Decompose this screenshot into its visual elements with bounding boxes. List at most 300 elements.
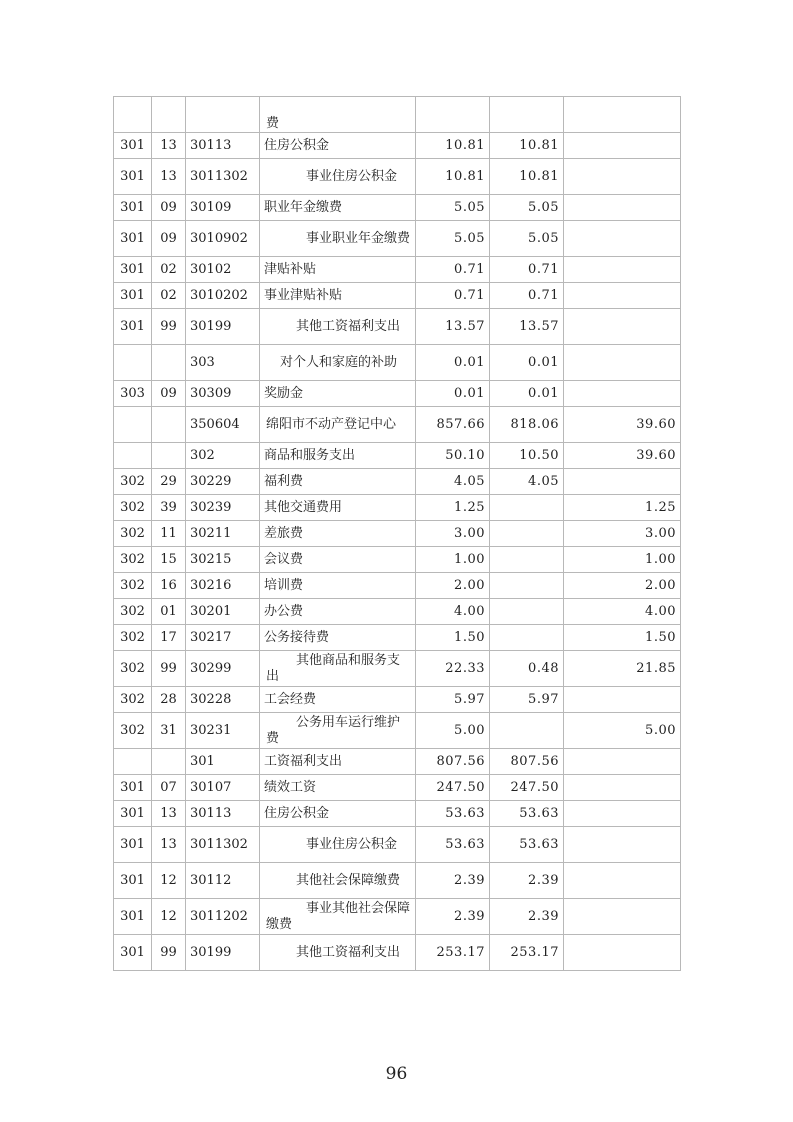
project-expense-text: 1.00 [645, 551, 676, 567]
item-name-text: 费 [266, 116, 280, 131]
total-cell [416, 625, 490, 651]
total-cell [416, 257, 490, 283]
item-name-cell [260, 221, 416, 257]
project-expense-cell [564, 827, 681, 863]
class-code-text: 301 [120, 836, 145, 852]
econ-code-cell [186, 159, 260, 195]
item-code-text: 12 [160, 908, 177, 924]
item-code-text: 13 [160, 168, 177, 184]
total-text: 13.57 [445, 318, 485, 334]
econ-code-text: 30199 [190, 944, 232, 960]
table-row [114, 221, 681, 257]
project-expense-cell [564, 309, 681, 345]
econ-code-cell [186, 221, 260, 257]
class-code-cell [114, 195, 152, 221]
class-code-text: 301 [120, 779, 145, 795]
class-code-cell [114, 547, 152, 573]
item-name-cell [260, 443, 416, 469]
table-row [114, 345, 681, 381]
table-row [114, 521, 681, 547]
basic-expense-cell [490, 827, 564, 863]
econ-code-text: 30112 [190, 872, 232, 888]
basic-expense-text: 10.50 [519, 447, 559, 463]
item-code-text: 99 [160, 944, 177, 960]
econ-code-text: 30231 [190, 722, 232, 738]
class-code-text: 302 [120, 499, 145, 515]
econ-code-text: 30109 [190, 199, 232, 215]
econ-code-text: 30217 [190, 629, 232, 645]
total-text: 0.71 [454, 261, 485, 277]
table-row [114, 159, 681, 195]
table-row [114, 97, 681, 133]
basic-expense-cell [490, 521, 564, 547]
basic-expense-cell [490, 195, 564, 221]
item-name-cell [260, 713, 416, 749]
project-expense-cell [564, 899, 681, 935]
item-code-cell [152, 521, 186, 547]
total-cell [416, 749, 490, 775]
basic-expense-text: 10.81 [519, 137, 559, 153]
econ-code-cell [186, 899, 260, 935]
project-expense-cell [564, 599, 681, 625]
basic-expense-text: 5.05 [528, 230, 559, 246]
table-row [114, 775, 681, 801]
item-name-cell [260, 573, 416, 599]
econ-code-cell [186, 443, 260, 469]
class-code-text: 302 [120, 603, 145, 619]
item-name-cell [260, 97, 416, 133]
econ-code-text: 3011302 [190, 168, 248, 184]
total-cell [416, 195, 490, 221]
project-expense-text: 4.00 [645, 603, 676, 619]
class-code-cell [114, 97, 152, 133]
econ-code-text: 30229 [190, 473, 232, 489]
basic-expense-cell [490, 599, 564, 625]
item-code-text: 07 [160, 779, 177, 795]
econ-code-cell [186, 195, 260, 221]
basic-expense-text: 807.56 [510, 753, 559, 769]
item-code-cell [152, 159, 186, 195]
class-code-cell [114, 133, 152, 159]
item-code-text: 29 [160, 473, 177, 489]
econ-code-cell [186, 599, 260, 625]
item-code-cell [152, 195, 186, 221]
total-text: 0.71 [454, 287, 485, 303]
item-name-text: 差旅费 [264, 525, 304, 541]
total-cell [416, 309, 490, 345]
econ-code-text: 3011202 [190, 908, 248, 924]
item-name-text: 事业津贴补贴 [264, 287, 343, 303]
class-code-cell [114, 599, 152, 625]
item-code-cell [152, 469, 186, 495]
item-code-text: 28 [160, 691, 177, 707]
project-expense-cell [564, 283, 681, 309]
item-name-cell [260, 651, 416, 687]
total-cell [416, 443, 490, 469]
table-row [114, 257, 681, 283]
class-code-text: 301 [120, 872, 145, 888]
class-code-text: 301 [120, 168, 145, 184]
total-cell [416, 521, 490, 547]
econ-code-text: 350604 [190, 416, 240, 432]
item-name-cell [260, 801, 416, 827]
basic-expense-cell [490, 381, 564, 407]
class-code-cell [114, 749, 152, 775]
item-code-cell [152, 801, 186, 827]
class-code-cell [114, 469, 152, 495]
econ-code-cell [186, 801, 260, 827]
total-cell [416, 407, 490, 443]
econ-code-cell [186, 495, 260, 521]
econ-code-cell [186, 651, 260, 687]
item-code-cell [152, 407, 186, 443]
project-expense-cell [564, 257, 681, 283]
econ-code-text: 3011302 [190, 836, 248, 852]
econ-code-cell [186, 469, 260, 495]
total-text: 5.97 [454, 691, 485, 707]
table-row [114, 713, 681, 749]
econ-code-cell [186, 345, 260, 381]
basic-expense-cell [490, 283, 564, 309]
basic-expense-cell [490, 573, 564, 599]
total-cell [416, 159, 490, 195]
total-text: 253.17 [436, 944, 485, 960]
class-code-cell [114, 283, 152, 309]
basic-expense-text: 5.97 [528, 691, 559, 707]
item-code-text: 31 [160, 722, 177, 738]
table-row [114, 863, 681, 899]
item-code-text: 12 [160, 872, 177, 888]
table-row [114, 283, 681, 309]
total-cell [416, 687, 490, 713]
total-text: 4.05 [454, 473, 485, 489]
item-code-text: 02 [160, 261, 177, 277]
class-code-text: 302 [120, 525, 145, 541]
project-expense-text: 2.00 [645, 577, 676, 593]
page-number: 96 [385, 1064, 408, 1084]
item-name-cell [260, 775, 416, 801]
basic-expense-cell [490, 469, 564, 495]
class-code-text: 302 [120, 473, 145, 489]
basic-expense-cell [490, 775, 564, 801]
class-code-cell [114, 775, 152, 801]
item-name-text: 福利费 [264, 473, 304, 489]
item-code-text: 15 [160, 551, 177, 567]
item-name-text: 事业其他社会保障缴费 [266, 900, 411, 932]
item-code-cell [152, 651, 186, 687]
item-code-cell [152, 381, 186, 407]
item-code-text: 01 [160, 603, 177, 619]
class-code-cell [114, 651, 152, 687]
item-code-cell [152, 495, 186, 521]
class-code-text: 302 [120, 577, 145, 593]
item-name-text: 奖励金 [264, 385, 304, 401]
econ-code-cell [186, 935, 260, 971]
class-code-text: 302 [120, 660, 145, 676]
econ-code-cell [186, 257, 260, 283]
basic-expense-cell [490, 407, 564, 443]
table-row [114, 381, 681, 407]
item-code-cell [152, 687, 186, 713]
basic-expense-text: 2.39 [528, 908, 559, 924]
item-code-cell [152, 775, 186, 801]
econ-code-cell [186, 863, 260, 899]
project-expense-cell [564, 159, 681, 195]
item-name-text: 其他社会保障缴费 [296, 872, 401, 888]
econ-code-text: 302 [190, 447, 215, 463]
total-cell [416, 599, 490, 625]
class-code-cell [114, 159, 152, 195]
total-cell [416, 775, 490, 801]
project-expense-text: 1.50 [645, 629, 676, 645]
basic-expense-cell [490, 863, 564, 899]
class-code-cell [114, 625, 152, 651]
project-expense-cell [564, 651, 681, 687]
item-code-text: 13 [160, 805, 177, 821]
item-name-cell [260, 309, 416, 345]
econ-code-cell [186, 309, 260, 345]
basic-expense-cell [490, 97, 564, 133]
class-code-text: 302 [120, 691, 145, 707]
class-code-cell [114, 863, 152, 899]
class-code-cell [114, 899, 152, 935]
table-row [114, 651, 681, 687]
item-code-cell [152, 625, 186, 651]
econ-code-text: 3010902 [190, 230, 248, 246]
table-row [114, 573, 681, 599]
basic-expense-text: 13.57 [519, 318, 559, 334]
project-expense-cell [564, 573, 681, 599]
project-expense-text: 39.60 [636, 416, 676, 432]
total-cell [416, 935, 490, 971]
table-row [114, 309, 681, 345]
class-code-text: 301 [120, 908, 145, 924]
item-code-cell [152, 443, 186, 469]
total-text: 10.81 [445, 137, 485, 153]
table-row [114, 443, 681, 469]
class-code-text: 301 [120, 137, 145, 153]
table-row [114, 547, 681, 573]
basic-expense-cell [490, 713, 564, 749]
basic-expense-text: 818.06 [510, 416, 559, 432]
item-code-text: 13 [160, 836, 177, 852]
item-name-cell [260, 407, 416, 443]
item-code-text: 09 [160, 385, 177, 401]
basic-expense-cell [490, 547, 564, 573]
econ-code-text: 30201 [190, 603, 232, 619]
total-cell [416, 899, 490, 935]
basic-expense-cell [490, 625, 564, 651]
econ-code-cell [186, 381, 260, 407]
item-code-cell [152, 599, 186, 625]
item-code-cell [152, 133, 186, 159]
item-code-cell [152, 749, 186, 775]
item-name-text: 事业住房公积金 [306, 168, 398, 184]
item-name-text: 会议费 [264, 551, 304, 567]
econ-code-text: 3010202 [190, 287, 248, 303]
project-expense-cell [564, 345, 681, 381]
project-expense-cell [564, 495, 681, 521]
item-code-text: 99 [160, 660, 177, 676]
project-expense-cell [564, 801, 681, 827]
basic-expense-cell [490, 801, 564, 827]
item-name-cell [260, 599, 416, 625]
total-text: 2.00 [454, 577, 485, 593]
total-text: 807.56 [436, 753, 485, 769]
table-row [114, 469, 681, 495]
basic-expense-text: 253.17 [510, 944, 559, 960]
basic-expense-cell [490, 687, 564, 713]
econ-code-text: 30239 [190, 499, 232, 515]
econ-code-cell [186, 625, 260, 651]
item-code-text: 09 [160, 199, 177, 215]
class-code-cell [114, 713, 152, 749]
table-row [114, 407, 681, 443]
project-expense-cell [564, 863, 681, 899]
econ-code-text: 30113 [190, 805, 232, 821]
basic-expense-cell [490, 133, 564, 159]
basic-expense-cell [490, 257, 564, 283]
basic-expense-text: 53.63 [519, 805, 559, 821]
class-code-cell [114, 573, 152, 599]
item-name-text: 商品和服务支出 [264, 447, 356, 463]
item-name-text: 其他工资福利支出 [296, 318, 401, 334]
class-code-cell [114, 345, 152, 381]
basic-expense-cell [490, 159, 564, 195]
total-text: 857.66 [436, 416, 485, 432]
econ-code-text: 30211 [190, 525, 232, 541]
class-code-cell [114, 443, 152, 469]
total-text: 53.63 [445, 836, 485, 852]
total-text: 4.00 [454, 603, 485, 619]
item-name-cell [260, 283, 416, 309]
item-name-text: 职业年金缴费 [264, 199, 343, 215]
project-expense-cell [564, 469, 681, 495]
basic-expense-cell [490, 651, 564, 687]
total-cell [416, 495, 490, 521]
class-code-text: 301 [120, 230, 145, 246]
item-name-cell [260, 345, 416, 381]
total-text: 5.05 [454, 230, 485, 246]
class-code-cell [114, 407, 152, 443]
basic-expense-text: 5.05 [528, 199, 559, 215]
class-code-text: 302 [120, 551, 145, 567]
item-name-text: 津贴补贴 [264, 261, 317, 277]
econ-code-cell [186, 827, 260, 863]
basic-expense-text: 0.71 [528, 287, 559, 303]
item-name-text: 住房公积金 [264, 805, 330, 821]
item-name-text: 公务用车运行维护费 [266, 714, 401, 746]
econ-code-text: 30216 [190, 577, 232, 593]
item-name-text: 其他工资福利支出 [296, 944, 401, 960]
class-code-text: 301 [120, 805, 145, 821]
basic-expense-cell [490, 345, 564, 381]
item-code-cell [152, 573, 186, 599]
item-name-cell [260, 863, 416, 899]
item-name-text: 其他交通费用 [264, 499, 343, 515]
total-cell [416, 801, 490, 827]
econ-code-cell [186, 97, 260, 133]
item-name-cell [260, 133, 416, 159]
basic-expense-text: 10.81 [519, 168, 559, 184]
project-expense-cell [564, 407, 681, 443]
item-name-text: 事业住房公积金 [306, 836, 398, 852]
total-cell [416, 827, 490, 863]
econ-code-cell [186, 283, 260, 309]
total-cell [416, 221, 490, 257]
item-name-text: 工会经费 [264, 691, 317, 707]
econ-code-cell [186, 775, 260, 801]
econ-code-text: 30199 [190, 318, 232, 334]
class-code-text: 301 [120, 261, 145, 277]
item-code-cell [152, 899, 186, 935]
class-code-text: 301 [120, 287, 145, 303]
project-expense-cell [564, 521, 681, 547]
total-text: 3.00 [454, 525, 485, 541]
project-expense-text: 21.85 [636, 660, 676, 676]
econ-code-text: 30102 [190, 261, 232, 277]
item-name-cell [260, 469, 416, 495]
basic-expense-text: 2.39 [528, 872, 559, 888]
total-cell [416, 381, 490, 407]
total-cell [416, 573, 490, 599]
total-cell [416, 283, 490, 309]
item-code-cell [152, 863, 186, 899]
table-row [114, 495, 681, 521]
item-code-text: 02 [160, 287, 177, 303]
basic-expense-cell [490, 309, 564, 345]
item-name-text: 绵阳市不动产登记中心 [266, 416, 397, 432]
item-code-cell [152, 935, 186, 971]
class-code-cell [114, 257, 152, 283]
basic-expense-text: 0.01 [528, 385, 559, 401]
basic-expense-text: 0.71 [528, 261, 559, 277]
project-expense-text: 5.00 [645, 722, 676, 738]
table-row [114, 827, 681, 863]
item-name-cell [260, 521, 416, 547]
basic-expense-text: 4.05 [528, 473, 559, 489]
basic-expense-text: 53.63 [519, 836, 559, 852]
item-name-text: 其他商品和服务支出 [266, 652, 401, 684]
table-body [114, 97, 681, 971]
table-row [114, 935, 681, 971]
table-row [114, 801, 681, 827]
class-code-text: 302 [120, 629, 145, 645]
econ-code-text: 30107 [190, 779, 232, 795]
econ-code-cell [186, 521, 260, 547]
item-code-text: 99 [160, 318, 177, 334]
basic-expense-text: 247.50 [510, 779, 559, 795]
item-name-cell [260, 827, 416, 863]
item-name-cell [260, 159, 416, 195]
item-code-cell [152, 221, 186, 257]
project-expense-cell [564, 221, 681, 257]
econ-code-cell [186, 547, 260, 573]
basic-expense-text: 0.01 [528, 354, 559, 370]
item-code-cell [152, 827, 186, 863]
basic-expense-cell [490, 221, 564, 257]
project-expense-cell [564, 749, 681, 775]
econ-code-text: 30309 [190, 385, 232, 401]
project-expense-cell [564, 195, 681, 221]
item-code-text: 13 [160, 137, 177, 153]
item-code-text: 09 [160, 230, 177, 246]
project-expense-cell [564, 625, 681, 651]
item-name-cell [260, 625, 416, 651]
basic-expense-cell [490, 935, 564, 971]
item-name-text: 对个人和家庭的补助 [280, 354, 398, 370]
econ-code-text: 30299 [190, 660, 232, 676]
